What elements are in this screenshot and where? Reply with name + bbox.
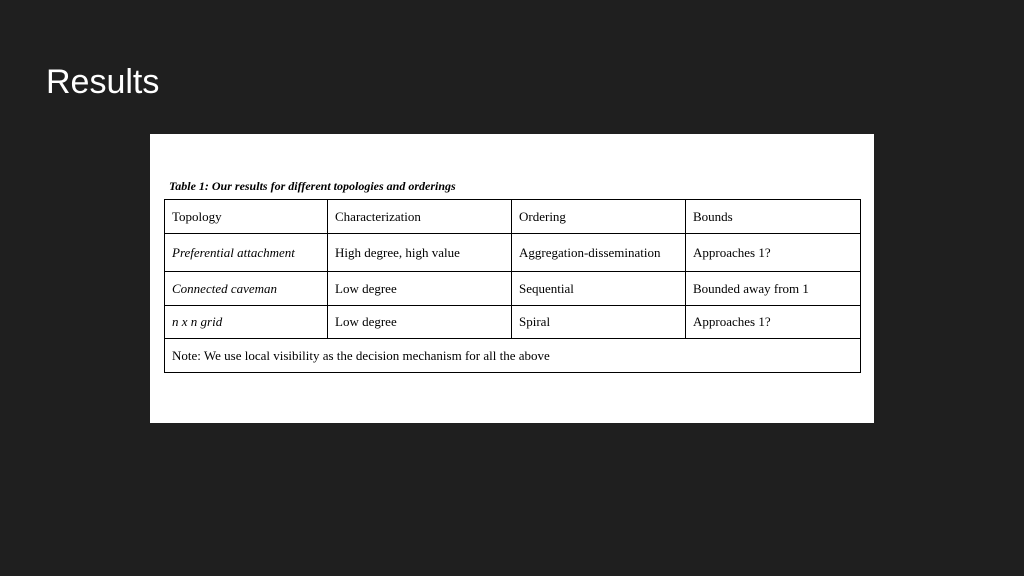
header-cell-characterization: Characterization: [328, 200, 512, 234]
table-cell-bounds: Approaches 1?: [686, 234, 861, 272]
table-row: [165, 272, 861, 306]
table-cell-characterization: Low degree: [328, 306, 512, 339]
table-cell-bounds: Bounded away from 1: [686, 272, 861, 306]
results-table: [164, 199, 861, 373]
table-cell-ordering: Sequential: [512, 272, 686, 306]
table-image-panel: [150, 134, 874, 423]
table-cell-characterization: Low degree: [328, 272, 512, 306]
table-row: [165, 234, 861, 272]
table-caption: Table 1: Our results for different topologies and orderings: [169, 179, 456, 193]
table-cell-topology: Connected caveman: [165, 272, 328, 306]
table-cell-topology: Preferential attachment: [165, 234, 328, 272]
header-cell-bounds: Bounds: [686, 200, 861, 234]
table-header-row: [165, 200, 861, 234]
table-cell-ordering: Spiral: [512, 306, 686, 339]
header-cell-topology: Topology: [165, 200, 328, 234]
slide-title: Results: [46, 63, 160, 101]
header-cell-ordering: Ordering: [512, 200, 686, 234]
table-row: [165, 306, 861, 339]
table-cell-bounds: Approaches 1?: [686, 306, 861, 339]
table-cell-topology: n x n grid: [165, 306, 328, 339]
table-note: Note: We use local visibility as the decision mechanism for all the above: [165, 339, 861, 373]
table-note-row: [165, 339, 861, 373]
table-cell-characterization: High degree, high value: [328, 234, 512, 272]
table-cell-ordering: Aggregation-dissemination: [512, 234, 686, 272]
